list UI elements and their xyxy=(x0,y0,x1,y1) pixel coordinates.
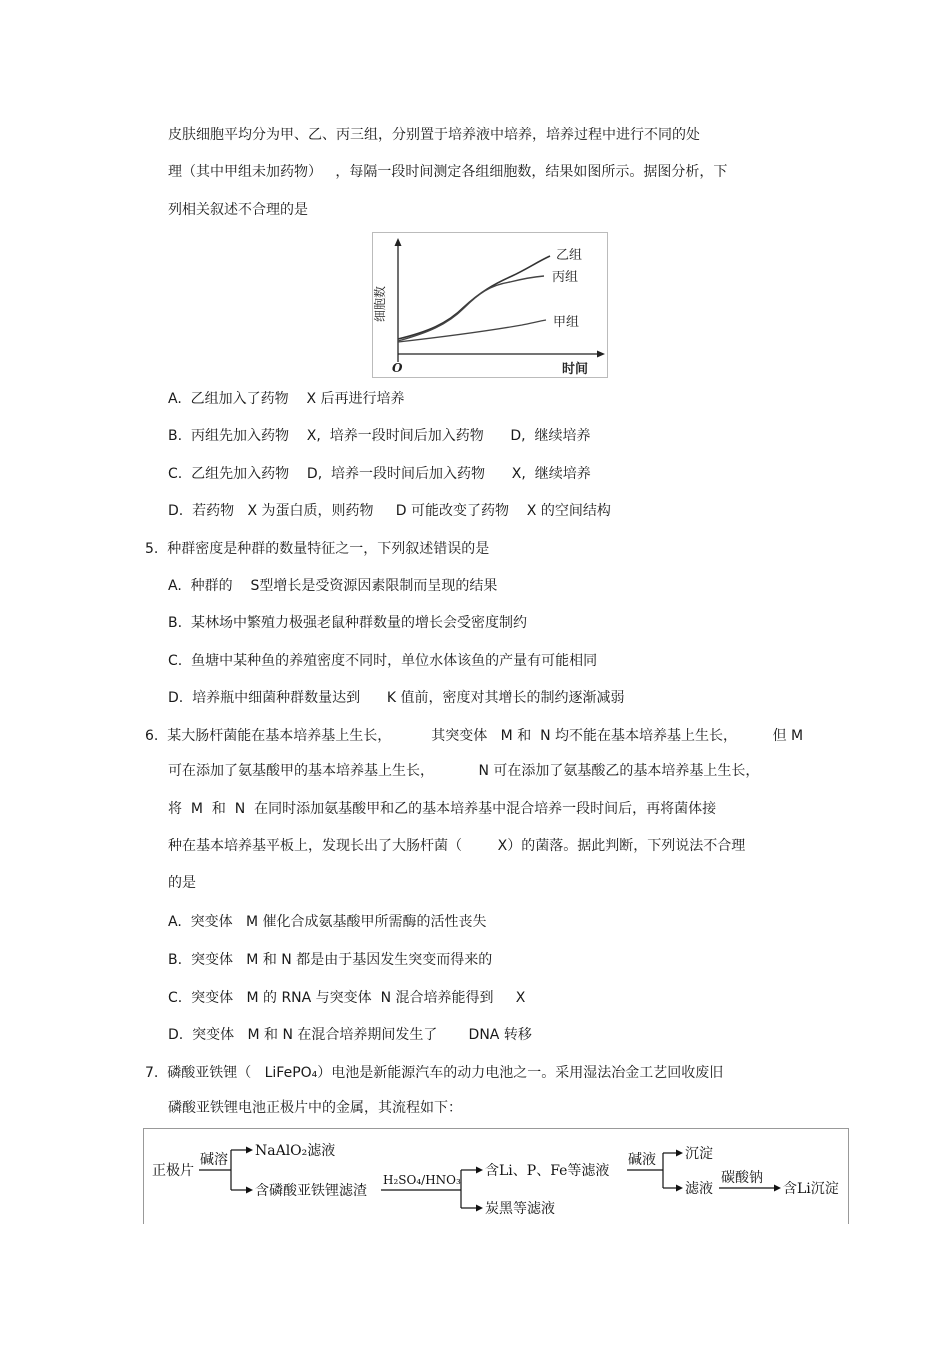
intro-line-1: 皮肤细胞平均分为甲、乙、丙三组，分别置于培养液中培养，培养过程中进行不同的处 xyxy=(168,127,700,143)
flow-step1-label: 碱溶 xyxy=(200,1152,228,1168)
curve-bing-group xyxy=(398,276,544,341)
q5-option-b: B. 某林场中繁殖力极强老鼠种群数量的增长会受密度制约 xyxy=(168,615,527,631)
flow-out7: 含Li沉淀 xyxy=(783,1181,839,1197)
flow-out2: 含磷酸亚铁锂滤渣 xyxy=(255,1183,367,1199)
flow-step4-label: 碳酸钠 xyxy=(721,1170,763,1186)
q6-option-c: C. 突变体 M 的 RNA 与突变体 N 混合培养能得到 X xyxy=(168,990,526,1006)
flow-out1: NaAlO₂滤液 xyxy=(255,1143,336,1159)
q4-option-c: C. 乙组先加入药物 D, 培养一段时间后加入药物 X, 继续培养 xyxy=(168,466,591,482)
intro-line-2: 理（其中甲组未加药物） ，每隔一段时间测定各组细胞数，结果如图所示。据图分析，下 xyxy=(168,164,728,180)
q6-stem-line-5: 的是 xyxy=(168,875,196,891)
q6-stem-line-2: 可在添加了氨基酸甲的基本培养基上生长， N 可在添加了氨基酸乙的基本培养基上生长， xyxy=(168,763,760,779)
flow-step3-label: 碱液 xyxy=(628,1152,656,1168)
q4-option-b: B. 丙组先加入药物 X, 培养一段时间后加入药物 D, 继续培养 xyxy=(168,428,591,444)
flow-out6: 滤液 xyxy=(685,1181,713,1197)
curve-jia-group xyxy=(398,320,546,342)
flow-start: 正极片 xyxy=(152,1163,194,1179)
flow-out4: 炭黑等滤液 xyxy=(485,1201,555,1217)
q4-option-a: A. 乙组加入了药物 X 后再进行培养 xyxy=(168,391,405,407)
process-flow-diagram xyxy=(143,1128,849,1224)
intro-line-3: 列相关叙述不合理的是 xyxy=(168,202,308,218)
flow-out3: 含Li、P、Fe等滤液 xyxy=(485,1163,610,1179)
label-jia-group: 甲组 xyxy=(553,315,580,330)
label-yi-group: 乙组 xyxy=(556,248,583,263)
q6-stem-line-1: 6. 某大肠杆菌能在基本培养基上生长， 其突变体 M 和 N 均不能在基本培养基上生长， 但 M xyxy=(145,728,804,744)
cell-growth-chart xyxy=(372,232,608,378)
flow-out5: 沉淀 xyxy=(685,1146,713,1162)
q4-option-d: D. 若药物 X 为蛋白质，则药物 D 可能改变了药物 X 的空间结构 xyxy=(168,503,611,519)
q5-stem: 5. 种群密度是种群的数量特征之一，下列叙述错误的是 xyxy=(145,541,490,557)
flow-step2-label: H₂SO₄/HNO₃ xyxy=(383,1173,461,1187)
q6-stem-line-4: 种在基本培养基平板上，发现长出了大肠杆菌（ X）的菌落。据此判断，下列说法不合理 xyxy=(168,838,746,854)
q6-option-a: A. 突变体 M 催化合成氨基酸甲所需酶的活性丧失 xyxy=(168,914,487,930)
x-axis-label: 时间 xyxy=(561,362,589,377)
origin-label: O xyxy=(392,361,403,375)
x-axis-arrow xyxy=(597,351,605,358)
curve-yi-group xyxy=(398,256,550,339)
q6-option-b: B. 突变体 M 和 N 都是由于基因发生突变而得来的 xyxy=(168,952,493,968)
y-axis-label: 细胞数 xyxy=(373,285,387,323)
q5-option-c: C. 鱼塘中某种鱼的养殖密度不同时，单位水体该鱼的产量有可能相同 xyxy=(168,653,598,669)
q7-stem-line-2: 磷酸亚铁锂电池正极片中的金属，其流程如下： xyxy=(168,1100,462,1116)
q6-option-d: D. 突变体 M 和 N 在混合培养期间发生了 DNA 转移 xyxy=(168,1027,532,1043)
y-axis-arrow xyxy=(395,238,402,246)
q5-option-a: A. 种群的 S型增长是受资源因素限制而呈现的结果 xyxy=(168,578,498,594)
q7-stem-line-1: 7. 磷酸亚铁锂（ LiFePO₄）电池是新能源汽车的动力电池之一。采用湿法冶金工艺回收废旧 xyxy=(145,1065,724,1081)
q5-option-d: D. 培养瓶中细菌种群数量达到 K 值前，密度对其增长的制约逐渐减弱 xyxy=(168,690,625,706)
label-bing-group: 丙组 xyxy=(552,270,579,285)
q6-stem-line-3: 将 M 和 N 在同时添加氨基酸甲和乙的基本培养基中混合培养一段时间后，再将菌体接 xyxy=(168,801,717,817)
